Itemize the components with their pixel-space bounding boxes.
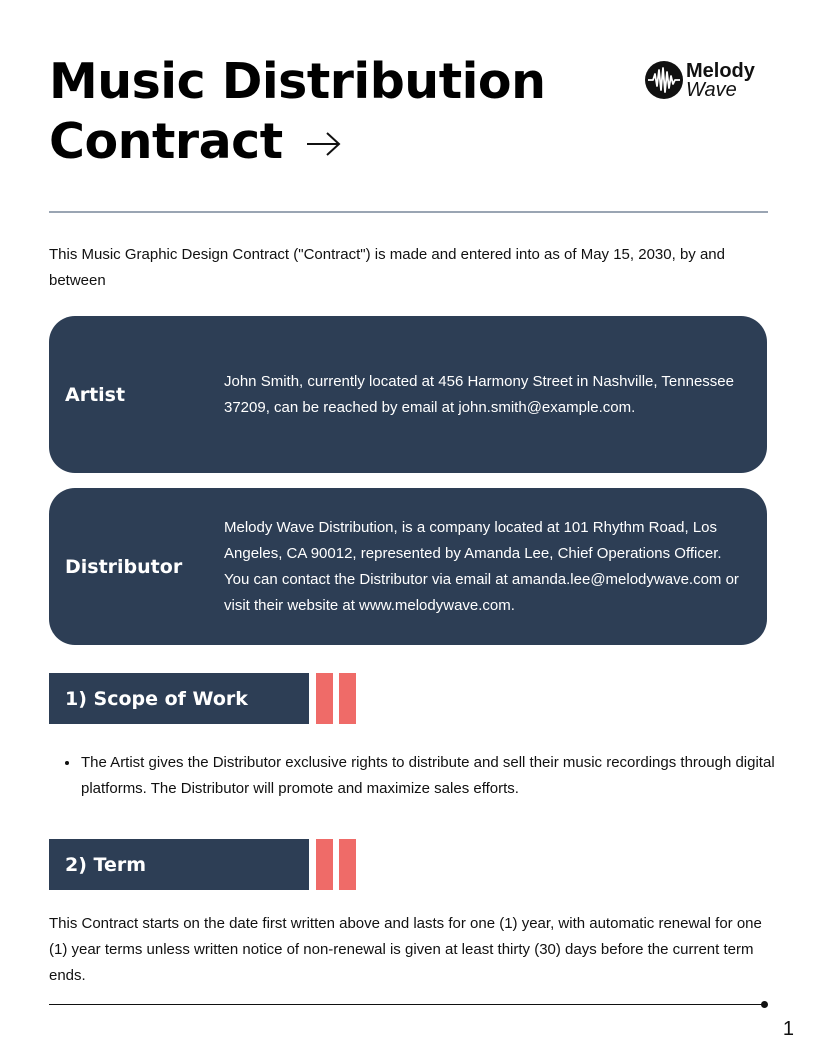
artist-card [49, 316, 767, 473]
list-item: • The Artist gives the Distributor exclusive rights to distribute and sell their music recordings through digital platforms. The Distributor will promote and maximize sales efforts. [80, 750, 800, 802]
intro-paragraph: This Music Graphic Design Contract ("Contract") is made and entered into as of May 15, 2030, by and between [49, 246, 725, 289]
section-heading-term [49, 839, 309, 890]
page-title [49, 52, 545, 172]
term-paragraph: This Contract starts on the date first written above and lasts for one (1) year, with automatic renewal for one (1) year terms unless written notice of non-renewal is given at least thirty (30) days before the current term ends. [49, 915, 762, 984]
footer-divider-dot [761, 1001, 768, 1008]
accent-stripe [316, 839, 333, 890]
title-line-1: Music Distribution [49, 53, 546, 110]
melody-wave-logo [644, 60, 769, 102]
distributor-label: Distributor [65, 555, 183, 578]
artist-details: John Smith, currently located at 456 Harmony Street in Nashville, Tennessee 37209, can be reached by email at john.smith@example.com. [224, 372, 734, 416]
distributor-card [49, 488, 767, 645]
accent-stripe [339, 839, 356, 890]
artist-label: Artist [65, 383, 126, 406]
footer-divider [49, 1004, 765, 1005]
logo-word-wave: Wave [686, 79, 737, 101]
header-divider [49, 211, 768, 213]
section-heading-label: 2) Term [65, 853, 147, 876]
title-line-2: Contract [49, 113, 283, 170]
right-arrow-icon [305, 130, 343, 158]
accent-stripe [316, 673, 333, 724]
page-number: 1 [782, 1018, 794, 1040]
distributor-details: Melody Wave Distribution, is a company located at 101 Rhythm Road, Los Angeles, CA 90012, represented by Amanda Lee, Chief Operations Officer. You can contact the Distributor via email at amanda.lee@melodywave.com or visit their website at www.melodywave.com. [224, 518, 739, 614]
scope-bullet-list [49, 750, 800, 802]
logo-word-melody: Melody [686, 60, 755, 82]
soundwave-circle-icon [644, 60, 684, 100]
section-heading-label: 1) Scope of Work [65, 687, 248, 710]
accent-stripe [339, 673, 356, 724]
section-heading-scope [49, 673, 309, 724]
